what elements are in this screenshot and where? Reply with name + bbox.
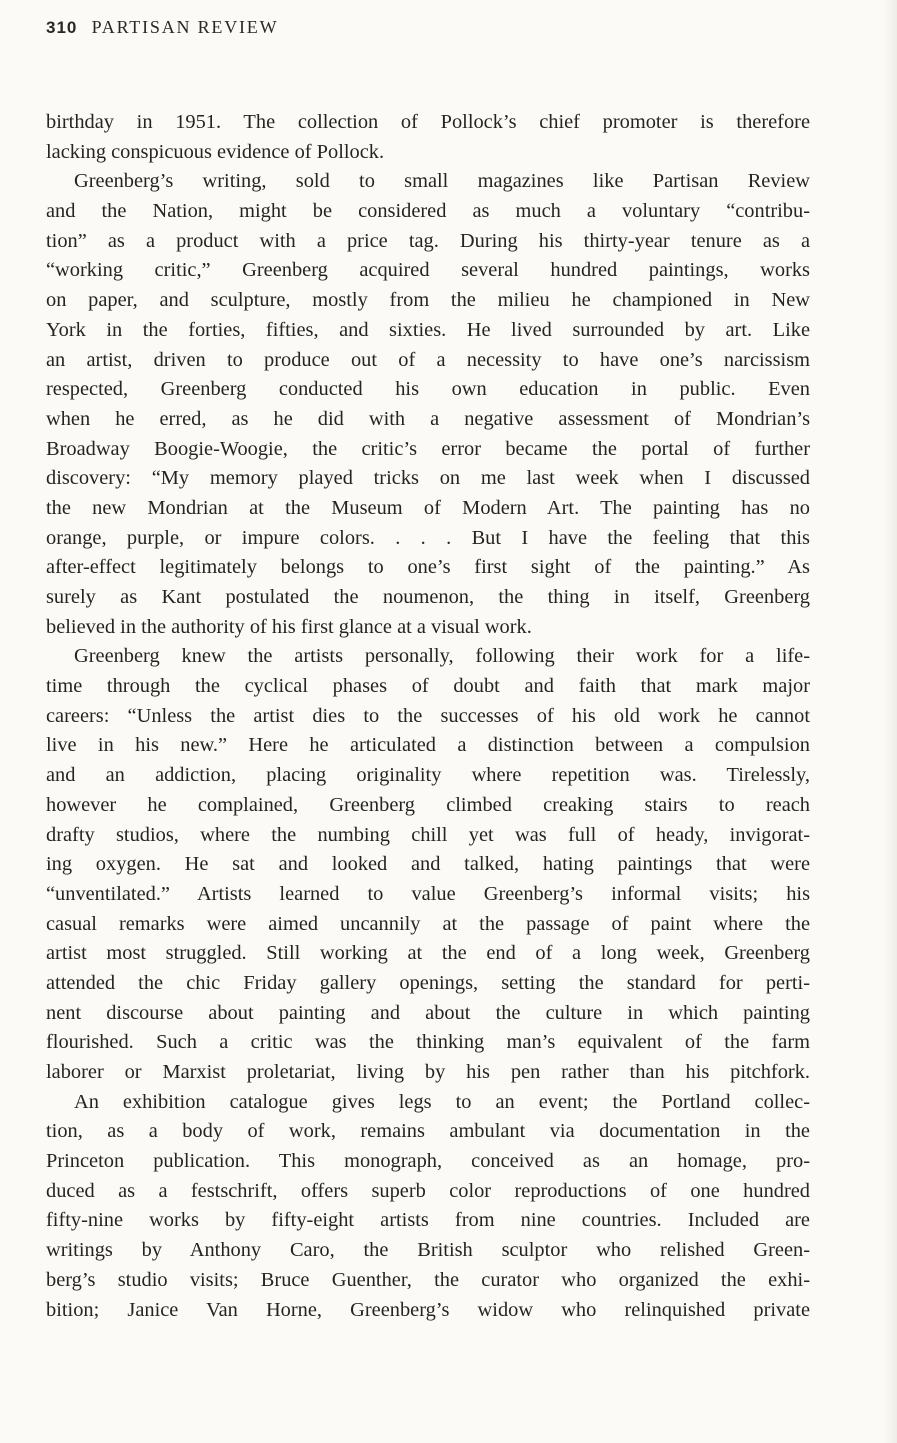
text-line: live in his new.” Here he articulated a distinction between a compulsion	[46, 734, 810, 757]
text-line: ing oxygen. He sat and looked and talked, hating paintings that were	[46, 853, 810, 876]
text-line: respected, Greenberg conducted his own education in public. Even	[46, 378, 810, 401]
journal-title: PARTISAN REVIEW	[91, 17, 279, 37]
text-line: writings by Anthony Caro, the British sculptor who relished Green-	[46, 1239, 810, 1262]
text-line: when he erred, as he did with a negative assessment of Mondrian’s	[46, 407, 810, 430]
text-line: tion” as a product with a price tag. During his thirty-year tenure as a	[46, 229, 810, 252]
text-line: bition; Janice Van Horne, Greenberg’s widow who relinquished private	[46, 1298, 810, 1321]
text-line: the new Mondrian at the Museum of Modern Art. The painting has no	[46, 496, 810, 519]
text-line: orange, purple, or impure colors. . . . But I have the feeling that this	[46, 526, 810, 549]
text-line: laborer or Marxist proletariat, living by his pen rather than his pitchfork.	[46, 1061, 810, 1083]
page-edge-shadow	[883, 0, 897, 1443]
text-line: discovery: “My memory played tricks on me last week when I discussed	[46, 467, 810, 490]
text-line: “unventilated.” Artists learned to value Greenberg’s informal visits; his	[46, 882, 810, 905]
text-line: Greenberg’s writing, sold to small magazines like Partisan Review	[74, 170, 810, 193]
text-line: surely as Kant postulated the noumenon, the thing in itself, Greenberg	[46, 586, 810, 608]
text-line: tion, as a body of work, remains ambulant via documentation in the	[46, 1120, 810, 1143]
text-line: an artist, driven to produce out of a necessity to have one’s narcissism	[46, 348, 810, 371]
text-line: attended the chic Friday gallery openings, setting the standard for perti-	[46, 971, 810, 994]
text-line: Princeton publication. This monograph, conceived as an homage, pro-	[46, 1150, 810, 1173]
text-line: artist most struggled. Still working at the end of a long week, Greenberg	[46, 942, 810, 965]
text-line: Broadway Boogie-Woogie, the critic’s error became the portal of further	[46, 437, 810, 460]
text-line: lacking conspicuous evidence of Pollock.	[46, 140, 385, 163]
text-line: believed in the authority of his first glance at a visual work.	[46, 615, 532, 638]
text-line: drafty studios, where the numbing chill yet was full of heady, invigorat-	[46, 823, 810, 846]
page-number: 310	[46, 18, 78, 37]
text-line: berg’s studio visits; Bruce Guenther, the curator who organized the exhi-	[46, 1268, 810, 1291]
text-line: York in the forties, fifties, and sixties. He lived surrounded by art. Like	[46, 318, 810, 341]
text-line: however he complained, Greenberg climbed creaking stairs to reach	[46, 793, 810, 816]
text-line: after-effect legitimately belongs to one’s first sight of the painting.” As	[46, 556, 810, 579]
text-line: “working critic,” Greenberg acquired several hundred paintings, works	[46, 259, 810, 282]
text-line: An exhibition catalogue gives legs to an event; the Portland collec-	[74, 1090, 810, 1113]
running-head	[46, 17, 278, 39]
body-text	[46, 108, 810, 1325]
text-line: on paper, and sculpture, mostly from the milieu he championed in New	[46, 289, 810, 312]
text-line: careers: “Unless the artist dies to the successes of his old work he cannot	[46, 704, 810, 727]
text-line: flourished. Such a critic was the thinking man’s equivalent of the farm	[46, 1031, 810, 1054]
text-line: birthday in 1951. The collection of Pollock’s chief promoter is therefore	[46, 111, 810, 133]
text-line: and the Nation, might be considered as much a voluntary “contribu-	[46, 200, 810, 223]
text-line: time through the cyclical phases of doubt and faith that mark major	[46, 675, 810, 698]
text-line: nent discourse about painting and about the culture in which painting	[46, 1001, 810, 1024]
text-line: casual remarks were aimed uncannily at the passage of paint where the	[46, 912, 810, 935]
text-line: Greenberg knew the artists personally, following their work for a life-	[74, 645, 810, 668]
text-line: and an addiction, placing originality where repetition was. Tirelessly,	[46, 764, 810, 787]
text-line: fifty-nine works by fifty-eight artists from nine countries. Included are	[46, 1209, 810, 1232]
text-line: duced as a festschrift, offers superb color reproductions of one hundred	[46, 1179, 810, 1202]
